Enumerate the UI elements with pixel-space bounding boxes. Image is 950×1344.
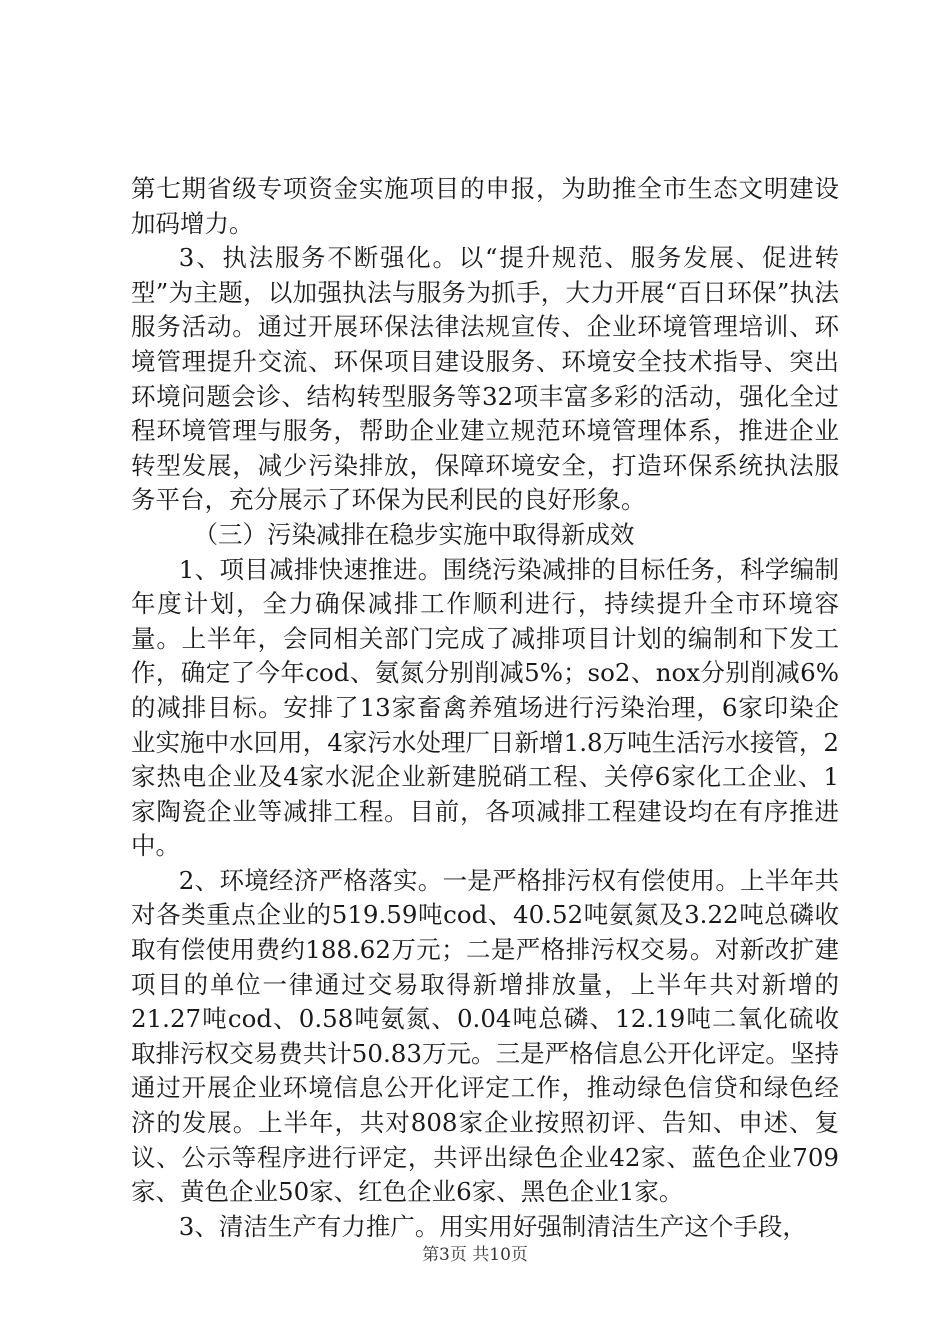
paragraph-project-reduction: 1、项目减排快速推进。围绕污染减排的目标任务，科学编制年度计划，全力确保减排工作顺利进行，持续提升全市环境容量。上半年，会同相关部门完成了减排项目计划的编制和下发工作，确定了今年cod、氨氮分别削减5%；so2、nox分别削减6%的减排目标。安排了13家畜禽养殖场进行污染治理，6家印染企业实施中水回用，4家污水处理厂日新增1.8万吨生活污水接管，2家热电企业及4家水泥企业新建脱硝工程、关停6家化工企业、1家陶瓷企业等减排工程。目前，各项减排工程建设均在有序推进中。 xyxy=(131,554,839,861)
page-footer: 第3页 共10页 xyxy=(422,1245,528,1265)
document-body xyxy=(131,172,839,1244)
paragraph-continuation: 第七期省级专项资金实施项目的申报，为助推全市生态文明建设加码增力。 xyxy=(131,174,839,238)
section-heading-emission-reduction: （三）污染减排在稳步实施中取得新成效 xyxy=(193,519,635,549)
paragraph-clean-production: 3、清洁生产有力推广。用实用好强制清洁生产这个手段， xyxy=(178,1211,807,1241)
paragraph-enforcement-service: 3、执法服务不断强化。以“提升规范、服务发展、促进转型”为主题，以加强执法与服务为抓手，大力开展“百日环保”执法服务活动。通过开展环保法律法规宣传、企业环境管理培训、环境管理提升交流、环保项目建设服务、环境安全技术指导、突出环境问题会诊、结构转型服务等32项丰富多彩的活动，强化全过程环境管理与服务，帮助企业建立规范环境管理体系，推进企业转型发展，减少污染排放，保障环境安全，打造环保系统执法服务平台，充分展示了环保为民利民的良好形象。 xyxy=(131,243,839,515)
paragraph-environmental-economy: 2、环境经济严格落实。一是严格排污权有偿使用。上半年共对各类重点企业的519.59吨cod、40.52吨氨氮及3.22吨总磷收取有偿使用费约188.62万元；二是严格排污权交易。对新改扩建项目的单位一律通过交易取得新增排放量，上半年共对新增的21.27吨cod、0.58吨氨氮、0.04吨总磷、12.19吨二氧化硫收取排污权交易费共计50.83万元。三是严格信息公开化评定。坚持通过开展企业环境信息公开化评定工作，推动绿色信贷和绿色经济的发展。上半年，共对808家企业按照初评、告知、申述、复议、公示等程序进行评定，共评出绿色企业42家、蓝色企业709家、黄色企业50家、红色企业6家、黑色企业1家。 xyxy=(131,865,839,1207)
